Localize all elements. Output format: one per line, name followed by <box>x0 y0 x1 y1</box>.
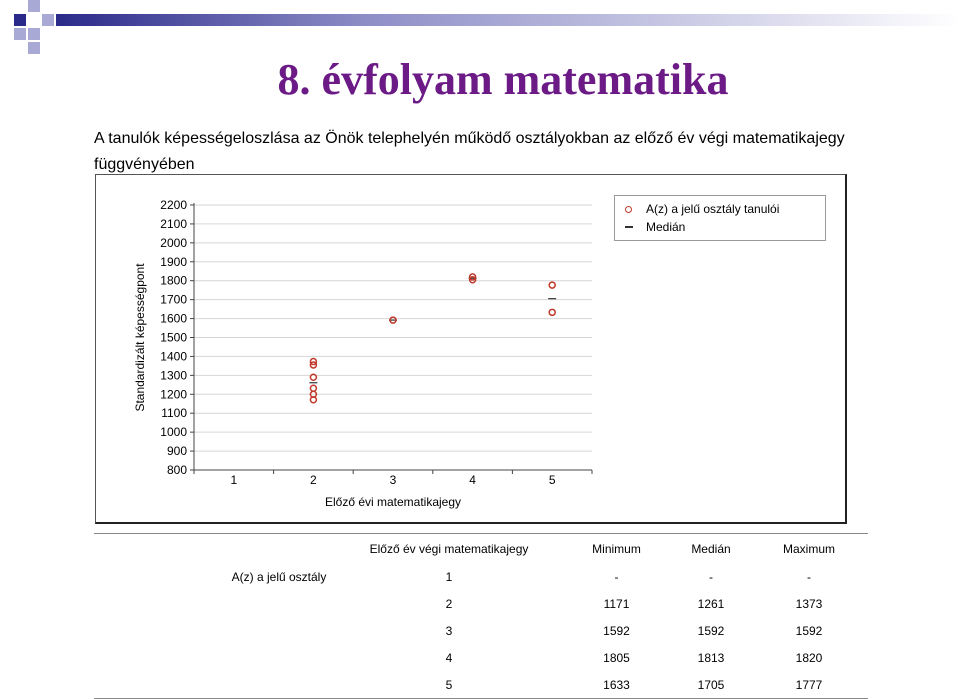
y-tick-label: 1600 <box>160 311 187 326</box>
y-tick-label: 1900 <box>160 254 187 269</box>
student-point <box>549 282 555 288</box>
y-tick-label: 1400 <box>160 349 187 364</box>
table-header-median: Medián <box>691 542 731 556</box>
student-point <box>549 309 555 315</box>
legend-label-median: Medián <box>646 220 686 234</box>
y-tick-label: 1000 <box>160 425 187 440</box>
table-cell: 4 <box>445 651 453 665</box>
slide-decoration <box>0 0 960 60</box>
table-header-minimum: Minimum <box>592 542 641 556</box>
table-cell: 1373 <box>795 597 823 611</box>
table-header-maximum: Maximum <box>782 542 835 556</box>
table-cell: 1592 <box>603 624 630 638</box>
x-tick-label: 4 <box>469 473 476 487</box>
x-tick-label: 3 <box>389 473 397 487</box>
table-cell: 1592 <box>697 624 725 638</box>
table-cell: 5 <box>445 678 453 692</box>
y-tick-label: 1700 <box>160 292 187 307</box>
student-point <box>310 385 316 391</box>
table-cell: 1633 <box>603 678 630 692</box>
table-cell: 1261 <box>697 597 725 611</box>
x-axis-label: Előző évi matematikajegy <box>324 495 462 509</box>
table-cell: 1777 <box>795 678 823 692</box>
chart-description: A tanulók képességeloszlása az Önök telephelyén működő osztályokban az előző év végi matematikajegy függvényében <box>94 130 845 173</box>
y-tick-label: 1100 <box>161 406 187 421</box>
table-cell: - <box>709 570 713 584</box>
slide-title: 8. évfolyam matematika <box>277 55 729 104</box>
y-tick-label: 1800 <box>160 273 187 288</box>
table-cell: 3 <box>445 624 453 638</box>
y-tick-label: 1500 <box>160 330 187 345</box>
table-cell: - <box>807 570 811 584</box>
table-cell: 1 <box>445 570 453 584</box>
circle-marker-icon <box>625 206 632 213</box>
y-tick-label: 900 <box>166 444 187 459</box>
legend-item-students <box>625 201 779 217</box>
legend-item-median <box>625 219 685 235</box>
x-tick-label: 1 <box>230 473 238 487</box>
y-axis-label: Standardizált képességpont <box>133 263 147 412</box>
table-cell: 2 <box>445 597 453 611</box>
statistics-table <box>94 533 868 699</box>
y-tick-label: 1300 <box>160 368 187 383</box>
table-cell: 1705 <box>697 678 725 692</box>
table-cell: 1592 <box>795 624 823 638</box>
legend-label-students: A(z) a jelű osztály tanulói <box>646 202 780 216</box>
x-tick-label: 5 <box>548 473 556 487</box>
x-tick-label: 2 <box>310 473 317 487</box>
y-tick-label: 800 <box>166 463 187 477</box>
table-cell: 1171 <box>603 597 630 611</box>
chart-legend <box>614 195 826 241</box>
y-tick-label: 2000 <box>160 235 187 250</box>
table-cell: 1820 <box>795 651 823 665</box>
y-tick-label: 2200 <box>160 198 187 212</box>
table-cell: 1813 <box>697 651 725 665</box>
median-dash-icon <box>625 226 633 228</box>
table-cell: - <box>614 570 619 584</box>
table-group-label: A(z) a jelű osztály <box>231 570 327 584</box>
y-tick-label: 1200 <box>160 387 187 402</box>
y-tick-label: 2100 <box>160 216 187 231</box>
table-header-grade: Előző év végi matematikajegy <box>369 542 529 556</box>
table-cell: 1805 <box>603 651 630 665</box>
